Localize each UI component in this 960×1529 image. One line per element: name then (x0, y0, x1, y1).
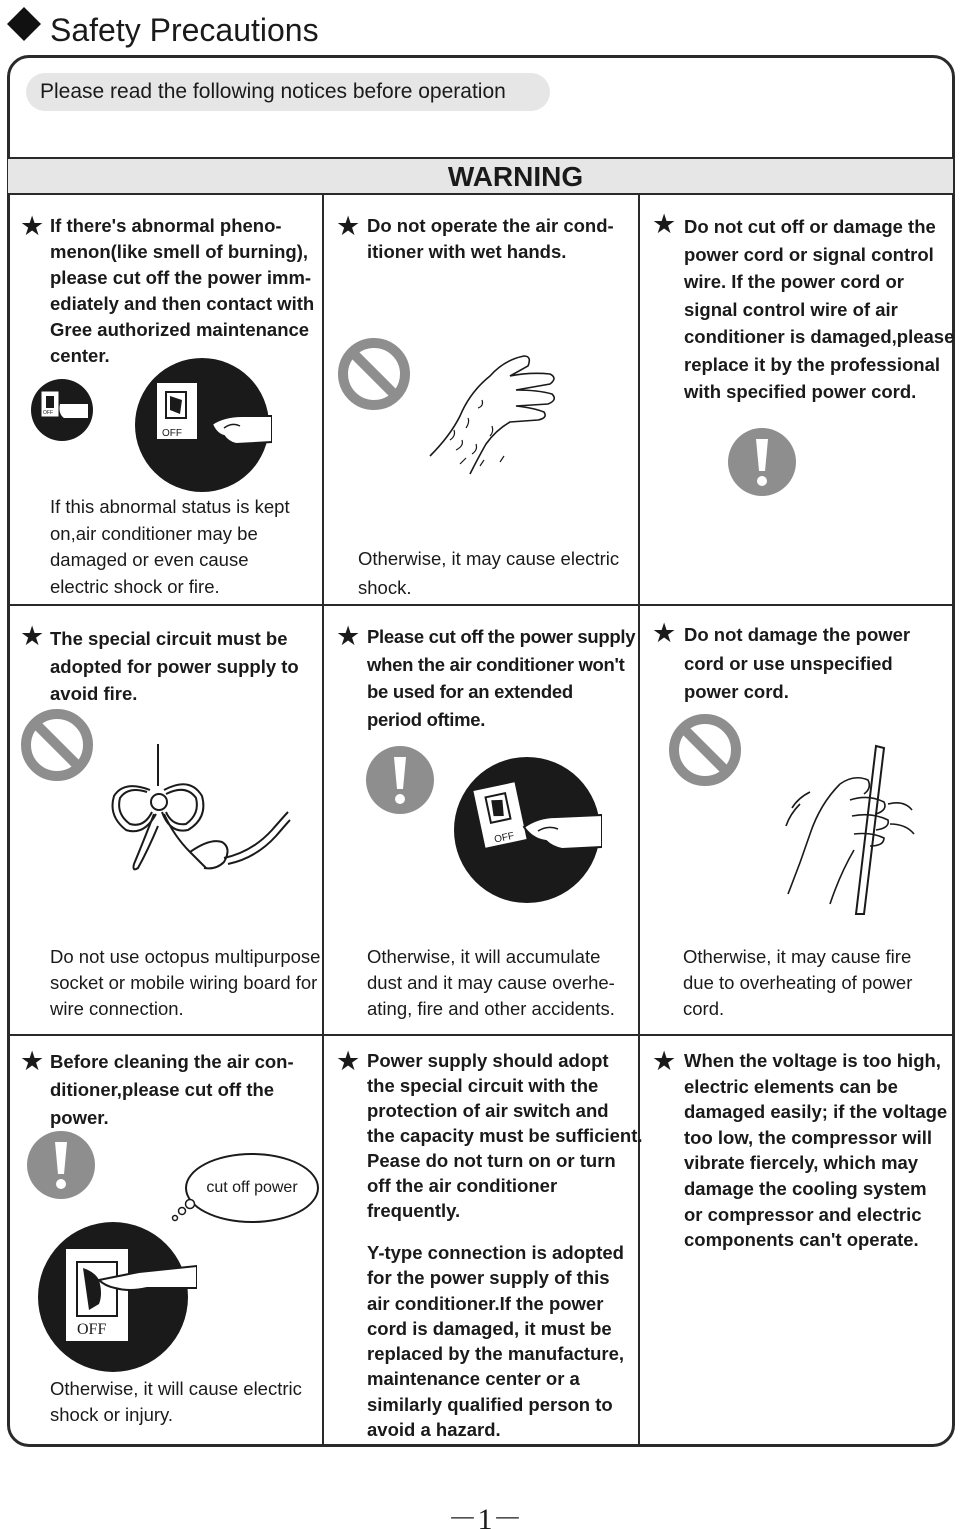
row-divider (8, 604, 953, 606)
switch-off-label: OFF (493, 830, 516, 846)
switch-off-label: OFF (162, 428, 182, 439)
special-circuit-heading: The special circuit must be adopted for power supply to avoid fire. (50, 628, 299, 704)
star-bullet-icon: ★ (336, 1046, 361, 1076)
hand-pulling-cord-icon (780, 744, 920, 919)
cleaning-note: Otherwise, it will cause electric shock or injury. (50, 1378, 302, 1425)
abnormal-heading: If there's abnormal pheno- menon(like smell of burning), please cut off the power imm- ediately and then contact with Gree authorized maintenance center. (50, 215, 315, 366)
star-bullet-icon: ★ (20, 211, 45, 241)
switch-off-label: OFF (77, 1321, 107, 1338)
wet-hand-icon (420, 346, 560, 476)
voltage-heading: When the voltage is too high, electric elements can be damaged easily; if the voltage too low, the compressor will vibrate fiercely, which may damage the cooling system or compressor and electric components can't operate. (684, 1050, 948, 1251)
hand-pressing-switch-icon (452, 755, 602, 905)
diamond-bullet-icon (6, 6, 42, 42)
star-bullet-icon: ★ (20, 621, 45, 651)
hand-pressing-switch-icon (29, 1222, 197, 1372)
hand-pressing-switch-icon (132, 358, 272, 492)
power-switch-icon (30, 378, 94, 442)
warning-heading: WARNING (8, 157, 953, 195)
star-bullet-icon: ★ (652, 209, 677, 239)
svg-text:OFF: OFF (43, 410, 53, 416)
cleaning-heading: Before cleaning the air con- ditioner,please cut off the power. (50, 1051, 294, 1128)
wet-hands-note: Otherwise, it may cause electric shock. (358, 548, 620, 598)
star-bullet-icon: ★ (336, 621, 361, 651)
prohibited-icon (337, 337, 411, 411)
star-bullet-icon: ★ (336, 211, 361, 241)
power-cord-heading: Do not cut off or damage the power cord or signal control wire. If the power cord or signal control wire of air conditioner is damaged,please replace it by the professional with specified power cord. (684, 216, 955, 402)
column-divider (638, 195, 640, 1445)
speech-bubble: cut off power (185, 1153, 319, 1223)
tangled-cord-icon (104, 740, 294, 880)
wet-hands-heading: Do not operate the air cond- itioner with wet hands. (367, 215, 614, 262)
caution-exclamation-icon (365, 745, 435, 815)
extended-period-note: Otherwise, it will accumulate dust and it may cause overhe- ating, fire and other accidents. (367, 946, 615, 1019)
notice-banner: Please read the following notices before operation (26, 73, 550, 111)
unspecified-cord-note: Otherwise, it may cause fire due to overheating of power cord. (683, 946, 913, 1019)
row-divider (8, 1034, 953, 1036)
special-circuit-note: Do not use octopus multipurpose socket or mobile wiring board for wire connection. (50, 946, 321, 1019)
power-supply-heading: Power supply should adopt the special circuit with the protection of air switch and the capacity must be sufficient. Pease do not turn on or turn off the air conditioner frequently. (367, 1050, 643, 1221)
star-bullet-icon: ★ (20, 1046, 45, 1076)
unspecified-cord-heading: Do not damage the power cord or use unspecified power cord. (684, 624, 911, 702)
star-bullet-icon: ★ (652, 618, 677, 648)
y-type-connection-text: Y-type connection is adopted for the power supply of this air conditioner.If the power cord is damaged, it must be replaced by the manufacture, maintenance center or a similarly qualified person to avoid a hazard. (367, 1242, 625, 1441)
column-divider (322, 195, 324, 1445)
prohibited-icon (20, 708, 94, 782)
prohibited-icon (668, 713, 742, 787)
star-bullet-icon: ★ (652, 1046, 677, 1076)
caution-exclamation-icon (727, 427, 797, 497)
page-number: －1－ (447, 1503, 523, 1529)
page-title: Safety Precautions (50, 12, 319, 48)
caution-exclamation-icon (26, 1130, 96, 1200)
abnormal-note: If this abnormal status is kept on,air conditioner may be damaged or even cause electric shock or fire. (50, 496, 290, 597)
extended-period-heading: Please cut off the power supply when the air conditioner won't be used for an extended period oftime. (367, 626, 636, 730)
